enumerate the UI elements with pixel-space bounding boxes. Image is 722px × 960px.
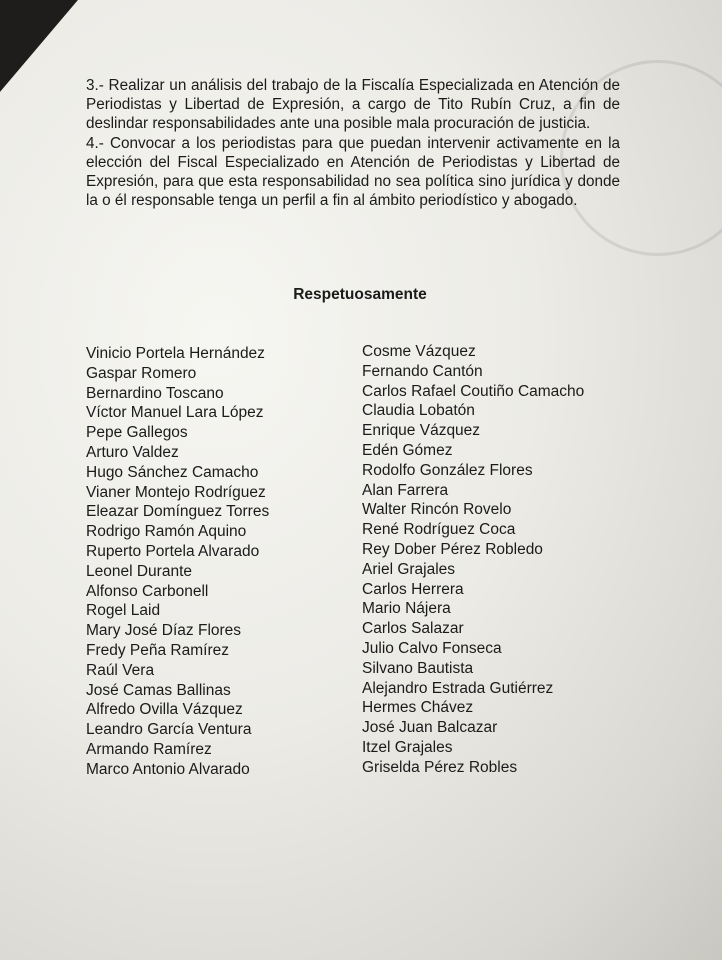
signatory-name: Víctor Manuel Lara López	[86, 404, 264, 422]
signatory-name: Enrique Vázquez	[362, 422, 481, 440]
signatory-name: Eleazar Domínguez Torres	[86, 503, 270, 521]
signatory-name: Armando Ramírez	[86, 740, 212, 758]
signatory-name: Leandro García Ventura	[86, 721, 252, 739]
document-body	[86, 76, 620, 210]
signatory-name: René Rodríguez Coca	[362, 521, 516, 539]
signatory-name: Leonel Durante	[86, 562, 192, 580]
signatory-name: Mario Nájera	[362, 600, 451, 618]
signatory-name: Pepe Gallegos	[86, 424, 188, 442]
signatory-name: José Juan Balcazar	[362, 719, 498, 737]
signatory-name: Carlos Herrera	[362, 580, 464, 598]
signatory-name: Walter Rincón Rovelo	[362, 501, 512, 519]
signatory-name: Edén Gómez	[362, 441, 453, 459]
signatory-name: Gaspar Romero	[86, 364, 197, 382]
signatory-name: Hermes Chávez	[362, 699, 474, 717]
signatory-name: Cosme Vázquez	[362, 343, 476, 360]
signatory-name: Fernando Cantón	[362, 362, 483, 380]
signatory-name: Arturo Valdez	[86, 443, 179, 461]
signatory-name: Ruperto Portela Alvarado	[86, 542, 260, 560]
signatory-name: Fredy Peña Ramírez	[86, 641, 229, 659]
signatory-name: Alan Farrera	[362, 481, 449, 499]
signatories-left-column	[86, 344, 269, 780]
signatory-name: Julio Calvo Fonseca	[362, 639, 502, 657]
signatory-name: Marco Antonio Alvarado	[86, 760, 250, 778]
signatory-name: Vianer Montejo Rodríguez	[86, 483, 266, 501]
signatory-name: Alfonso Carbonell	[86, 582, 209, 600]
signatories-right-column	[362, 342, 584, 778]
paragraph-point-3: 3.- Realizar un análisis del trabajo de la Fiscalía Especializada en Atención de Periodistas y Libertad de Expresión, a cargo de Tito Rubín Cruz, a fin de deslindar responsabilidades ante una posible mala procuración de justicia.	[86, 77, 620, 133]
closing-heading: Respetuosamente	[293, 286, 427, 303]
signatory-name: Itzel Grajales	[362, 738, 453, 756]
signatory-name: José Camas Ballinas	[86, 681, 231, 699]
signatory-name: Rodolfo González Flores	[362, 461, 533, 479]
signatory-name: Rogel Laid	[86, 602, 161, 620]
signatory-name: Silvano Bautista	[362, 659, 474, 677]
paragraph-point-4: 4.- Convocar a los periodistas para que puedan intervenir activamente en la elección del Fiscal Especializado en Atención de Periodistas y Libertad de Expresión, para que esta responsabilidad no sea política sino jurídica y donde la o él responsable tenga un perfil a fin al ámbito periodístico y abogado.	[86, 134, 620, 210]
signatory-name: Carlos Rafael Coutiño Camacho	[362, 382, 585, 400]
signatory-name: Ariel Grajales	[362, 560, 456, 578]
signatory-name: Rey Dober Pérez Robledo	[362, 540, 543, 558]
signatory-name: Alejandro Estrada Gutiérrez	[362, 679, 554, 697]
signatory-name: Hugo Sánchez Camacho	[86, 463, 259, 481]
signatory-name: Claudia Lobatón	[362, 402, 475, 420]
signatory-name: Vinicio Portela Hernández	[86, 345, 265, 362]
signatory-name: Alfredo Ovilla Vázquez	[86, 701, 243, 719]
signatory-name: Raúl Vera	[86, 661, 155, 679]
signatory-name: Carlos Salazar	[362, 620, 464, 638]
signatory-name: Mary José Díaz Flores	[86, 622, 242, 640]
signatory-name: Rodrigo Ramón Aquino	[86, 523, 247, 541]
signatory-name: Bernardino Toscano	[86, 384, 224, 402]
signatory-name: Griselda Pérez Robles	[362, 758, 518, 776]
